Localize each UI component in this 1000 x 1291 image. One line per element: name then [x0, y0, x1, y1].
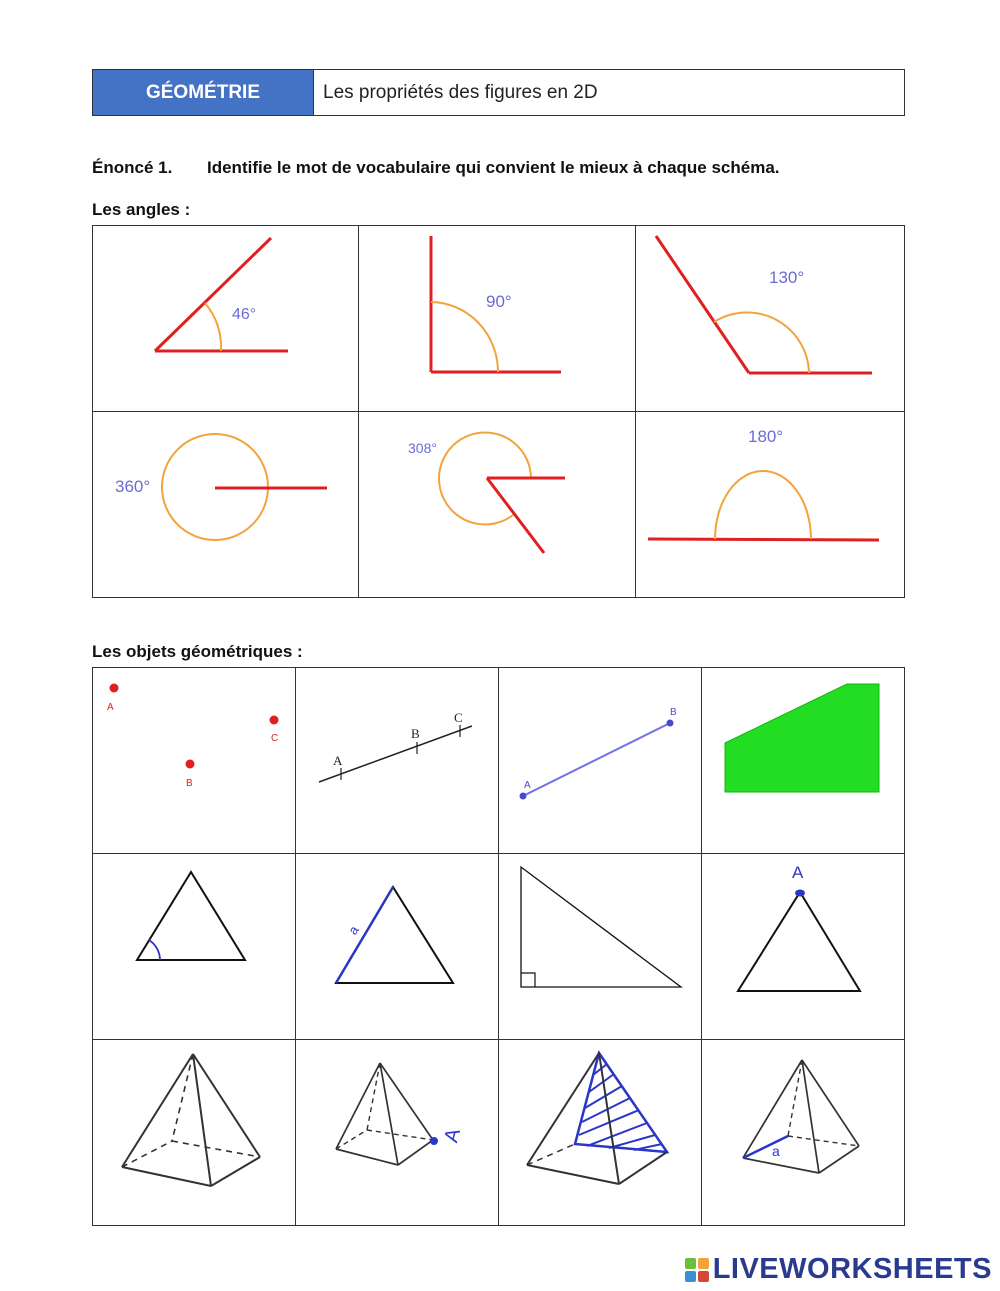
pyramid-vertex-diagram	[296, 1040, 498, 1225]
angle-label-180: 180°	[748, 427, 784, 446]
angle-cell-right[interactable]	[359, 226, 636, 412]
straight-angle-diagram	[636, 412, 904, 597]
right-angle-diagram	[359, 226, 635, 411]
object-cell-right-triangle[interactable]	[499, 854, 702, 1040]
edge-label-a: a	[772, 1143, 780, 1159]
topic-title: Les propriétés des figures en 2D	[323, 81, 598, 103]
pyramid-edge-diagram	[702, 1040, 904, 1225]
segment-label-a: A	[524, 780, 531, 791]
line-diagram	[296, 668, 498, 853]
angle-cell-full[interactable]	[93, 412, 359, 598]
line-label-b: B	[411, 726, 420, 741]
angle-label-130: 130°	[769, 268, 805, 287]
angle-label-90: 90°	[486, 292, 512, 311]
liveworksheets-logo[interactable]	[685, 1253, 992, 1286]
page-header	[92, 69, 905, 116]
full-angle-diagram	[93, 412, 358, 597]
obtuse-angle-diagram	[636, 226, 904, 411]
right-triangle-diagram	[499, 854, 701, 1039]
statement-text: Identifie le mot de vocabulaire qui convient le mieux à chaque schéma.	[207, 158, 780, 177]
subject-tag: GÉOMÉTRIE	[93, 70, 314, 115]
pyramid-face-diagram	[499, 1040, 701, 1225]
object-cell-triangle-side[interactable]	[296, 854, 499, 1040]
point-label-a: A	[107, 702, 114, 713]
statement-number: Énoncé 1.	[92, 158, 173, 177]
point-label-c: C	[271, 733, 279, 744]
angle-label-46: 46°	[232, 306, 257, 323]
object-cell-pyramid-vertex[interactable]	[296, 1040, 499, 1226]
acute-angle-diagram	[93, 226, 358, 411]
object-cell-plane[interactable]	[702, 668, 905, 854]
line-label-c: C	[454, 710, 463, 725]
object-cell-triangle-angle[interactable]	[93, 854, 296, 1040]
angle-cell-reflex[interactable]	[359, 412, 636, 598]
exercise-statement	[92, 158, 780, 178]
object-cell-pyramid-face[interactable]	[499, 1040, 702, 1226]
object-cell-segment[interactable]	[499, 668, 702, 854]
angle-cell-obtuse[interactable]	[636, 226, 905, 412]
object-cell-pyramid[interactable]	[93, 1040, 296, 1226]
angle-label-360: 360°	[115, 477, 151, 496]
angles-grid	[92, 225, 905, 598]
objects-grid	[92, 667, 905, 1226]
triangle-angle-diagram	[93, 854, 295, 1039]
segment-label-b: B	[670, 707, 677, 718]
object-cell-triangle-vertex[interactable]	[702, 854, 905, 1040]
line-label-a: A	[333, 753, 343, 768]
angle-label-308: 308°	[408, 440, 437, 456]
logo-mark-icon	[685, 1258, 709, 1282]
objects-section-title: Les objets géométriques :	[92, 642, 303, 661]
object-cell-points[interactable]	[93, 668, 296, 854]
reflex-angle-diagram	[359, 412, 635, 597]
side-label-a: a	[345, 922, 362, 938]
angles-section-title: Les angles :	[92, 200, 191, 219]
pyramid-vertex-label-a: A	[440, 1126, 465, 1145]
triangle-vertex-diagram	[702, 854, 904, 1039]
point-label-b: B	[186, 778, 193, 789]
segment-diagram	[499, 668, 701, 853]
object-cell-line[interactable]	[296, 668, 499, 854]
triangle-side-diagram	[296, 854, 498, 1039]
logo-wordmark: LIVEWORKSHEETS	[712, 1253, 992, 1285]
vertex-label-a: A	[792, 863, 804, 882]
points-diagram	[93, 668, 295, 853]
plane-diagram	[702, 668, 904, 853]
angle-cell-acute[interactable]	[93, 226, 359, 412]
angle-cell-straight[interactable]	[636, 412, 905, 598]
pyramid-diagram	[93, 1040, 295, 1225]
object-cell-pyramid-edge[interactable]	[702, 1040, 905, 1226]
